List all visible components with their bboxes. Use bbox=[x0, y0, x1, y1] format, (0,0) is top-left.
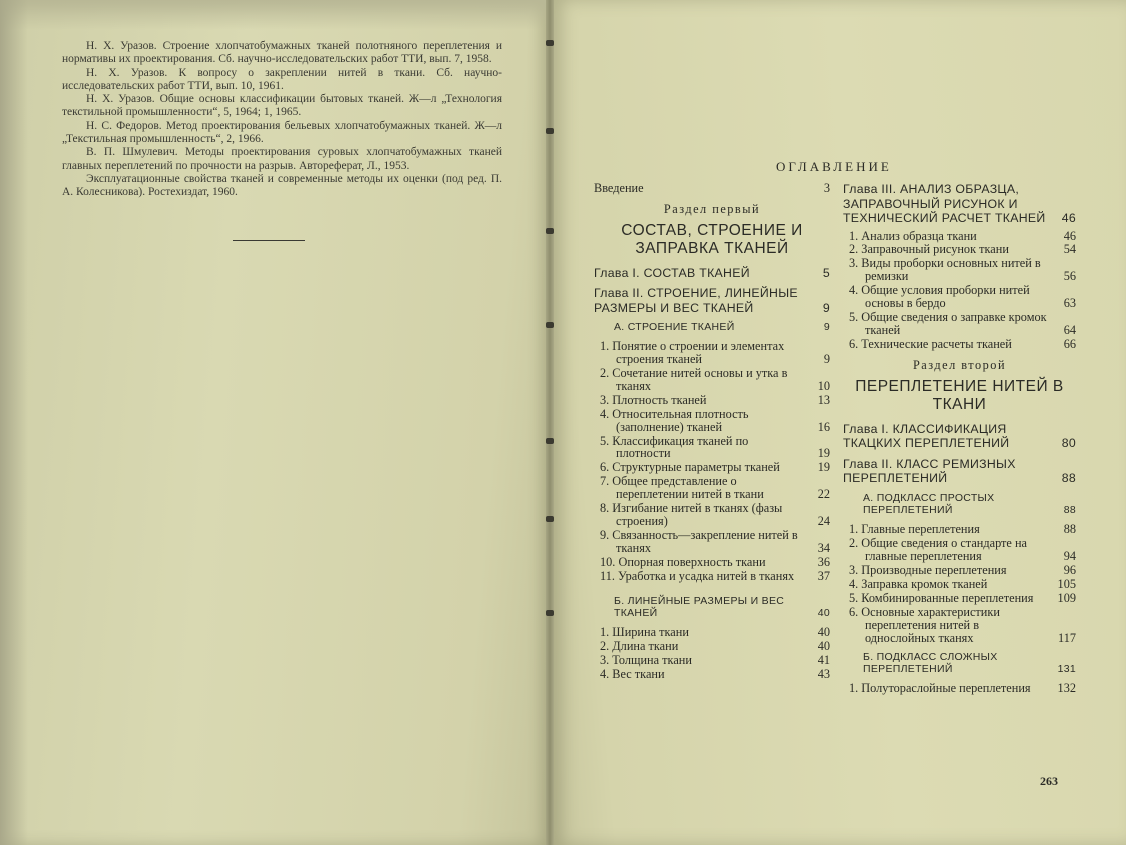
section-entry bbox=[614, 595, 830, 621]
toc-entry-page: 132 bbox=[1057, 681, 1076, 696]
chapter-page: 5 bbox=[822, 265, 830, 280]
part-title: ПЕРЕПЛЕТЕНИЕ НИТЕЙ В ТКАНИ bbox=[855, 377, 1064, 413]
toc-entry-title: 10. Опорная поверхность ткани bbox=[600, 554, 766, 569]
section-entry bbox=[863, 651, 1076, 677]
toc-entry bbox=[594, 182, 830, 195]
chapter-title: Глава III. АНАЛИЗ ОБРАЗЦА, ЗАПРАВОЧНЫЙ РИСУНОК И ТЕХНИЧЕСКИЙ РАСЧЕТ ТКАНЕЙ bbox=[843, 182, 1046, 225]
toc-entry-page: 117 bbox=[1058, 630, 1076, 645]
toc-column-1 bbox=[594, 182, 830, 682]
toc-entry-page: 88 bbox=[1063, 522, 1076, 537]
toc-entry-page: 22 bbox=[817, 487, 830, 502]
chapter-entry bbox=[843, 422, 1076, 451]
toc-entry bbox=[594, 640, 830, 653]
toc-entry-title: 3. Производные переплетения bbox=[849, 563, 1007, 578]
toc-entry bbox=[843, 537, 1076, 563]
toc-entry-title: 9. Связанность—закрепление нитей в тканях bbox=[600, 527, 798, 555]
toc-entry bbox=[843, 257, 1076, 283]
reference-item: Н. Х. Уразов. Общие основы классификации бытовых тканей. Ж—л „Технология текстильной промышленности“, 5, 1964; 1, 1965. bbox=[62, 93, 502, 119]
binding-stitch bbox=[546, 40, 554, 46]
toc-entry bbox=[843, 606, 1076, 645]
toc-entry-page: 9 bbox=[823, 352, 830, 367]
binding-stitch bbox=[546, 128, 554, 134]
toc-entry-title: 6. Структурные параметры тканей bbox=[600, 460, 780, 475]
binding-stitch bbox=[546, 322, 554, 328]
toc-entry-title: 1. Ширина ткани bbox=[600, 625, 689, 640]
toc-entry-page: 56 bbox=[1063, 269, 1076, 284]
toc-entry-title: 3. Виды проборки основных нитей в ремизки bbox=[849, 256, 1041, 284]
toc-entry-page: 54 bbox=[1063, 242, 1076, 257]
toc-entry-page: 41 bbox=[817, 653, 830, 668]
toc-entry-page: 63 bbox=[1063, 296, 1076, 311]
reference-item: Н. С. Федоров. Метод проектирования бельевых хлопчатобумажных тканей. Ж—л „Текстильная промышленность“, 2, 1966. bbox=[62, 119, 502, 146]
toc-entry bbox=[843, 284, 1076, 310]
toc-entry bbox=[843, 230, 1076, 243]
reference-item: Н. Х. Уразов. К вопросу о закреплении нитей в ткани. Сб. научно-исследовательских работ ТТИ, вып. 10, 1961. bbox=[62, 66, 502, 92]
toc-entry bbox=[594, 502, 830, 528]
toc-entry bbox=[843, 338, 1076, 351]
binding-stitch bbox=[546, 438, 554, 444]
part-label: Раздел второй bbox=[912, 357, 1007, 372]
chapter-page: 9 bbox=[822, 300, 830, 315]
toc-entry-page: 46 bbox=[1063, 228, 1076, 243]
toc-entry-title: 2. Заправочный рисунок ткани bbox=[849, 242, 1009, 257]
toc-entry-title: 4. Относительная плотность (заполнение) тканей bbox=[600, 406, 749, 434]
reference-item: Н. Х. Уразов. Строение хлопчатобумажных тканей полотняного переплетения и нормативы их проектирования. Сб. научно-исследовательских работ ТТИ, вып. 7, 1958. bbox=[62, 40, 502, 66]
binding-stitch bbox=[546, 516, 554, 522]
toc-entry-title: 2. Общие сведения о стандарте на главные переплетения bbox=[849, 536, 1027, 564]
chapter-title: Глава I. СОСТАВ ТКАНЕЙ bbox=[594, 265, 750, 280]
section-page: 131 bbox=[1057, 663, 1076, 676]
toc-entry-title: 1. Анализ образца ткани bbox=[849, 228, 977, 243]
part-title: СОСТАВ, СТРОЕНИЕ И ЗАПРАВКА ТКАНЕЙ bbox=[621, 221, 803, 257]
chapter-entry bbox=[594, 266, 830, 281]
toc-entry-page: 40 bbox=[817, 625, 830, 640]
toc-entry-page: 96 bbox=[1063, 563, 1076, 578]
toc-title: ОГЛАВЛЕНИЕ bbox=[776, 159, 892, 174]
toc-entry-page: 19 bbox=[817, 446, 830, 461]
toc-entry-title: 3. Толщина ткани bbox=[600, 653, 692, 668]
toc-entry bbox=[843, 311, 1076, 337]
chapter-entry bbox=[843, 457, 1076, 486]
toc-entry bbox=[594, 570, 830, 583]
section-page: 88 bbox=[1063, 504, 1076, 517]
toc-entry-title: 2. Сочетание нитей основы и утка в тканях bbox=[600, 366, 788, 393]
chapter-page: 46 bbox=[1061, 211, 1076, 225]
toc-entry-page: 43 bbox=[817, 667, 830, 682]
toc-entry bbox=[843, 243, 1076, 256]
toc-entry bbox=[594, 556, 830, 569]
toc-entry-page: 64 bbox=[1063, 322, 1076, 337]
section-entry bbox=[863, 492, 1076, 518]
toc-entry bbox=[594, 367, 830, 393]
section-title: Б. ПОДКЛАСС СЛОЖНЫХ ПЕРЕПЛЕТЕНИЙ bbox=[863, 650, 998, 676]
toc-entry-page: 94 bbox=[1063, 549, 1076, 564]
chapter-title: Глава II. КЛАСС РЕМИЗНЫХ ПЕРЕПЛЕТЕНИЙ bbox=[843, 456, 1016, 486]
section-separator bbox=[233, 240, 305, 241]
toc-entry-title: 4. Общие условия проборки нитей основы в бердо bbox=[849, 283, 1030, 311]
reference-item: В. П. Шмулевич. Методы проектирования суровых хлопчатобумажных тканей главных переплетений по прочности на разрыв. Автореферат, Л., 1953. bbox=[62, 146, 502, 172]
section-items bbox=[843, 230, 1076, 351]
section-title: Б. ЛИНЕЙНЫЕ РАЗМЕРЫ И ВЕС ТКАНЕЙ bbox=[614, 594, 785, 620]
toc-entry-title: 5. Общие сведения о заправке кромок тканей bbox=[849, 309, 1047, 337]
chapter-page: 80 bbox=[1061, 436, 1076, 451]
toc-entry-page: 36 bbox=[817, 554, 830, 569]
toc-entry bbox=[594, 461, 830, 474]
page-edge-top bbox=[0, 0, 550, 30]
toc-entry bbox=[594, 340, 830, 366]
binding-stitch bbox=[546, 228, 554, 234]
toc-entry-title: 6. Технические расчеты тканей bbox=[849, 336, 1012, 351]
chapter-title: Глава II. СТРОЕНИЕ, ЛИНЕЙНЫЕ РАЗМЕРЫ И ВЕС ТКАНЕЙ bbox=[594, 286, 798, 315]
section-items bbox=[594, 626, 830, 681]
toc-entry bbox=[843, 592, 1076, 605]
toc-entry bbox=[843, 523, 1076, 536]
page-edge-left bbox=[0, 0, 28, 845]
section-title: А. СТРОЕНИЕ ТКАНЕЙ bbox=[614, 321, 735, 334]
toc-entry-page: 105 bbox=[1057, 577, 1076, 591]
toc-entry-title: 6. Основные характеристики переплетения нитей в однослойных тканях bbox=[849, 604, 1000, 645]
toc-entry-page: 37 bbox=[817, 568, 830, 583]
toc-entry-page: 13 bbox=[817, 392, 830, 407]
toc-entry-page: 10 bbox=[817, 378, 830, 393]
toc-entry-title: 8. Изгибание нитей в тканях (фазы строения) bbox=[600, 501, 783, 528]
section-title: А. ПОДКЛАСС ПРОСТЫХ ПЕРЕПЛЕТЕНИЙ bbox=[863, 491, 995, 517]
toc-entry-page: 34 bbox=[817, 540, 830, 555]
toc-entry-title: 5. Комбинированные переплетения bbox=[849, 590, 1034, 605]
toc-column-2 bbox=[843, 182, 1076, 696]
toc-entry-title: 5. Классификация тканей по плотности bbox=[600, 433, 749, 461]
toc-entry-page: 40 bbox=[817, 639, 830, 654]
toc-entry-title: Введение bbox=[594, 181, 644, 195]
part-label: Раздел первый bbox=[663, 201, 761, 216]
toc-entry-page: 24 bbox=[817, 514, 830, 528]
toc-entry-page: 19 bbox=[817, 460, 830, 475]
reference-item: Эксплуатационные свойства тканей и современные методы их оценки (под ред. П. А. Колесникова). Ростехиздат, 1960. bbox=[62, 172, 502, 199]
toc-entry-title: 3. Плотность тканей bbox=[600, 392, 707, 407]
toc-entry bbox=[843, 578, 1076, 591]
toc-entry-page: 109 bbox=[1057, 590, 1076, 605]
section-page: 40 bbox=[817, 607, 830, 620]
chapter-page: 88 bbox=[1061, 471, 1076, 486]
toc-entry bbox=[594, 435, 830, 461]
section-items bbox=[843, 682, 1076, 695]
toc-entry-page: 3 bbox=[823, 181, 830, 195]
toc-entry bbox=[594, 529, 830, 555]
toc-entry bbox=[594, 626, 830, 639]
book-gutter bbox=[546, 0, 554, 845]
page-number: 263 bbox=[1040, 774, 1058, 788]
toc-entry-page: 16 bbox=[817, 419, 830, 434]
toc-entry-title: 4. Вес ткани bbox=[600, 667, 665, 682]
toc-entry bbox=[594, 475, 830, 501]
section-items bbox=[594, 340, 830, 582]
toc-entry-page: 66 bbox=[1063, 336, 1076, 351]
toc-entry-title: 2. Длина ткани bbox=[600, 639, 679, 654]
section-items bbox=[843, 523, 1076, 644]
toc-entry-title: 7. Общее представление о переплетении нитей в ткани bbox=[600, 474, 764, 502]
toc-entry-title: 1. Полутораслойные переплетения bbox=[849, 681, 1031, 696]
toc-entry bbox=[594, 394, 830, 407]
toc-entry-title: 11. Уработка и усадка нитей в тканях bbox=[600, 568, 795, 583]
toc-entry-title: 4. Заправка кромок тканей bbox=[849, 577, 988, 591]
section-page: 9 bbox=[823, 321, 830, 334]
toc-entry bbox=[843, 564, 1076, 577]
toc-entry bbox=[843, 682, 1076, 695]
toc-entry bbox=[594, 668, 830, 681]
toc-entry bbox=[594, 408, 830, 434]
chapter-entry bbox=[594, 286, 830, 315]
toc-entry bbox=[594, 654, 830, 667]
chapter-entry bbox=[843, 182, 1076, 226]
toc-entry-title: 1. Главные переплетения bbox=[849, 522, 980, 537]
chapter-title: Глава I. КЛАССИФИКАЦИЯ ТКАЦКИХ ПЕРЕПЛЕТЕНИЙ bbox=[843, 421, 1010, 451]
toc-entry-title: 1. Понятие о строении и элементах строения тканей bbox=[600, 339, 785, 367]
binding-stitch bbox=[546, 610, 554, 616]
reference-list bbox=[62, 40, 502, 200]
section-entry bbox=[614, 321, 830, 334]
